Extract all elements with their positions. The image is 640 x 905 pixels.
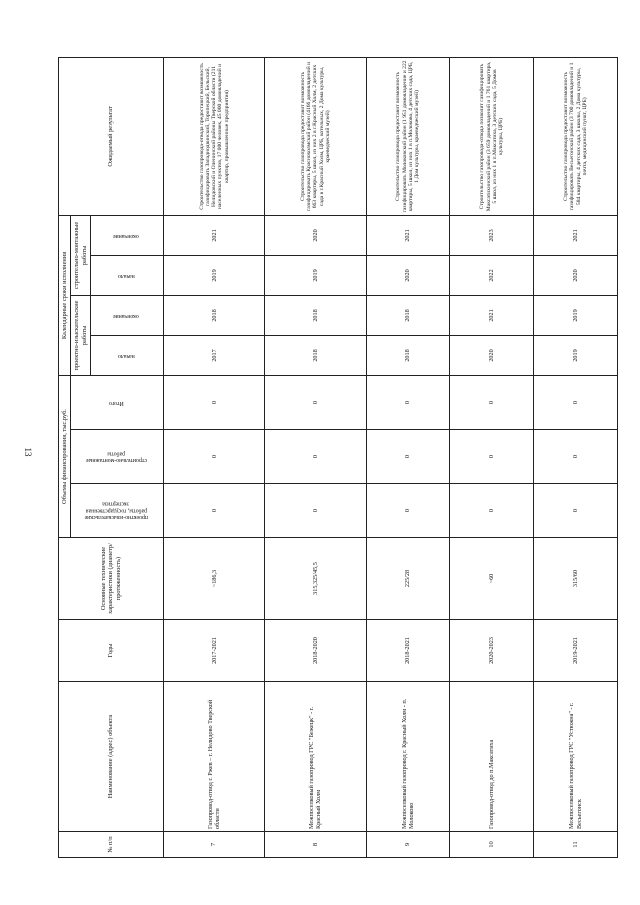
object-years: 2020-2023 xyxy=(450,620,534,682)
row-number: 7 xyxy=(164,832,265,858)
header-fin-total xyxy=(71,375,164,429)
header-characteristics: Основные технические характеристики (диаметр/протяженность) xyxy=(59,538,164,620)
header-no: № п/п xyxy=(59,832,164,858)
fin-total-value: 0 xyxy=(534,375,618,429)
table-row xyxy=(450,57,534,857)
construction-schedule-table xyxy=(58,57,618,858)
fin-design-value: 0 xyxy=(450,484,534,538)
row-number: 8 xyxy=(265,832,366,858)
construction-end: 2021 xyxy=(534,215,618,255)
header-fin-construction-text: строительно-монтажные работы xyxy=(85,450,147,464)
header-construction-start xyxy=(91,255,164,295)
header-fin-design-text: проектно-изыскательские работы, государственная экспертиза xyxy=(84,501,148,521)
construction-start: 2019 xyxy=(265,255,366,295)
object-name: Межпоселковый газопровод ГРС "Бежецк" - г. Красный Холм xyxy=(265,682,366,832)
design-end: 2018 xyxy=(164,295,265,335)
construction-start: 2020 xyxy=(366,255,450,295)
fin-design-value: 0 xyxy=(265,484,366,538)
table-row xyxy=(265,57,366,857)
construction-start: 2022 xyxy=(450,255,534,295)
page-number: 13 xyxy=(23,447,33,457)
row-number: 11 xyxy=(534,832,618,858)
design-end: 2018 xyxy=(366,295,450,335)
object-years: 2018-2020 xyxy=(265,620,366,682)
header-schedule: Календарные сроки исполнения xyxy=(59,215,71,375)
object-characteristics: ~186,3 xyxy=(164,538,265,620)
table-row xyxy=(164,57,265,857)
fin-construction-value: 0 xyxy=(164,430,265,484)
fin-construction-value: 0 xyxy=(366,430,450,484)
object-name: Межпоселковый газопровод г. Красный Холм - п. Молоково xyxy=(366,682,450,832)
construction-start: 2019 xyxy=(164,255,265,295)
header-sched-construction: строительно-монтажные работы xyxy=(71,215,91,295)
construction-end: 2021 xyxy=(164,215,265,255)
row-number: 9 xyxy=(366,832,450,858)
fin-construction-value: 0 xyxy=(450,430,534,484)
design-start: 2020 xyxy=(450,335,534,375)
header-fin-design xyxy=(71,484,164,538)
header-fin-total-text: Итого xyxy=(108,399,124,406)
rotated-table-container xyxy=(58,58,618,858)
fin-construction-value: 0 xyxy=(534,430,618,484)
construction-end: 2021 xyxy=(366,215,450,255)
fin-total-value: 0 xyxy=(265,375,366,429)
fin-total-value: 0 xyxy=(450,375,534,429)
header-design-start-text: начало xyxy=(117,352,135,359)
construction-end: 2023 xyxy=(450,215,534,255)
expected-result: Строительство газопровода предоставит возможность газифицировать Краснохолмский район (4166 домовладений и 663 квартиры, 5 школ, из них 2 в г.Красный Холм, 2 детских сада в г.Красный Холм, ЦРБ, котельных, 2 Дома культуры, краеведческий музей) xyxy=(265,57,366,215)
header-design-end-text: окончание xyxy=(113,312,139,319)
design-start: 2018 xyxy=(366,335,450,375)
object-years: 2018-2021 xyxy=(366,620,450,682)
expected-result: Строительство газопровода-отвода позволит газифицировать Максатихинский район (3 659 домовладений и 1 761 квартира, 5 школ, из них 1 в п.Максатиха, 3 детских сада, 5 Домов культуры, ЦРБ) xyxy=(450,57,534,215)
header-construction-start-text: начало xyxy=(117,272,135,279)
object-name: Газопровод-отвод г. Ржев – г. Нелидово Тверской области xyxy=(164,682,265,832)
object-characteristics: 315/60 xyxy=(534,538,618,620)
object-characteristics: 315,325/45,5 xyxy=(265,538,366,620)
object-name: Газопровод-отвод до п.Максатиха xyxy=(450,682,534,832)
table-row xyxy=(534,57,618,857)
construction-end: 2020 xyxy=(265,215,366,255)
header-result: Ожидаемый результат xyxy=(59,57,164,215)
design-start: 2019 xyxy=(534,335,618,375)
design-end: 2018 xyxy=(265,295,366,335)
expected-result: Строительство газопровода предоставит возможность газифицировать Молоковский район (1 951 домовладение и 222 квартиры, 5 школ, из них 1 в п.Молоково, 4 детских сада, ЦРБ, 1 Дом культуры, краеведческий музей) xyxy=(366,57,450,215)
fin-total-value: 0 xyxy=(164,375,265,429)
construction-start: 2020 xyxy=(534,255,618,295)
expected-result: Строительство газопровода-отвода предоставит возможность газифицировать Западнодвинский, Торопецкий, Бельский, Нелидовский и Оленинский районы Тверской области (211 населенных пунктов, 17 000 человек, 45 000 домовладений и квартир, промышленные предприятия) xyxy=(164,57,265,215)
table-row xyxy=(366,57,450,857)
row-number: 10 xyxy=(450,832,534,858)
object-years: 2019-2021 xyxy=(534,620,618,682)
design-start: 2018 xyxy=(265,335,366,375)
design-end: 2019 xyxy=(534,295,618,335)
header-name: Наименование (адрес) объекта xyxy=(59,682,164,832)
object-characteristics: 225/28 xyxy=(366,538,450,620)
header-construction-end-text: окончание xyxy=(113,232,139,239)
expected-result: Строительство газопровода предоставит возможность газифицировать Весьегонский район (3 700 домовладений и 1 584 квартиры, 4 детских сада, 3 школы, 2 Дома культуры, почта, медицинский пункт, ЦРБ) xyxy=(534,57,618,215)
header-fin-construction xyxy=(71,430,164,484)
header-years: Годы xyxy=(59,620,164,682)
header-construction-end xyxy=(91,215,164,255)
fin-design-value: 0 xyxy=(366,484,450,538)
design-end: 2021 xyxy=(450,295,534,335)
design-start: 2017 xyxy=(164,335,265,375)
header-design-start xyxy=(91,335,164,375)
object-characteristics: ~60 xyxy=(450,538,534,620)
fin-total-value: 0 xyxy=(366,375,450,429)
header-financing: Объемы финансирования, тыс.руб. xyxy=(59,375,71,537)
fin-design-value: 0 xyxy=(534,484,618,538)
header-sched-design: проектно-изыскательские работы xyxy=(71,295,91,375)
fin-construction-value: 0 xyxy=(265,430,366,484)
fin-design-value: 0 xyxy=(164,484,265,538)
object-years: 2017-2021 xyxy=(164,620,265,682)
object-name: Межпоселковый газопровод ГРС "Устюжна" - г. Весьегонск xyxy=(534,682,618,832)
header-design-end xyxy=(91,295,164,335)
